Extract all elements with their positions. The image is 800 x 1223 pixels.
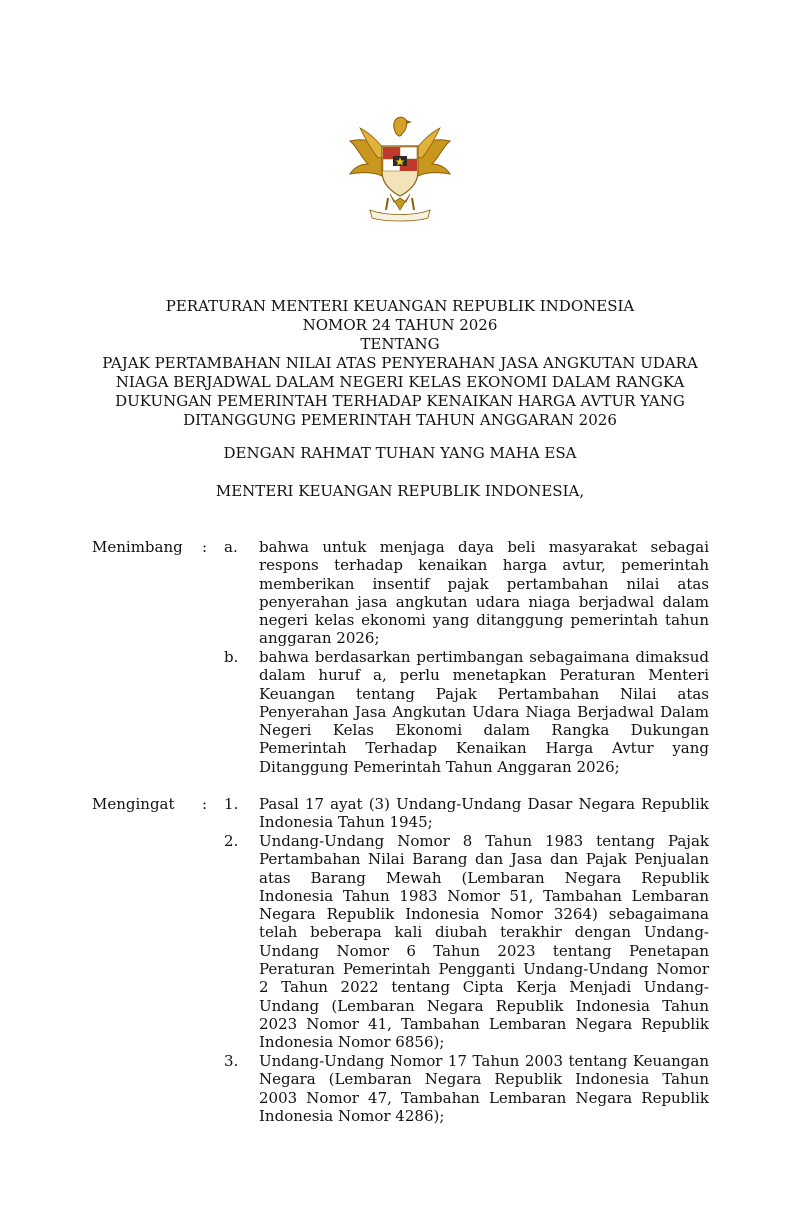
regulation-subject-line: NIAGA BERJADWAL DALAM NEGERI KELAS EKONOMI DALAM RANGKA [115, 373, 685, 391]
mengingat-item-text: Pasal 17 ayat (3) Undang-Undang Dasar Negara Republik Indonesia Tahun 1945; [259, 795, 709, 832]
menimbang-item-marker: a. [224, 538, 238, 556]
menimbang-colon: : [202, 538, 208, 556]
mengingat-item-marker: 1. [224, 795, 239, 813]
regulation-subject-line: DITANGGUNG PEMERINTAH TAHUN ANGGARAN 2026 [183, 411, 617, 429]
regulation-subject-line: DUKUNGAN PEMERINTAH TERHADAP KENAIKAN HARGA AVTUR YANG [115, 392, 685, 410]
mengingat-label: Mengingat [92, 795, 175, 813]
regulation-number: NOMOR 24 TAHUN 2026 [302, 316, 498, 334]
authority-line: MENTERI KEUANGAN REPUBLIK INDONESIA, [215, 482, 585, 500]
regulation-subject-line: PAJAK PERTAMBAHAN NILAI ATAS PENYERAHAN JASA ANGKUTAN UDARA [102, 354, 698, 372]
regulation-title: PERATURAN MENTERI KEUANGAN REPUBLIK INDONESIA [165, 297, 635, 315]
regulation-about: TENTANG [360, 335, 440, 353]
mengingat-item-marker: 3. [224, 1052, 239, 1070]
menimbang-item-marker: b. [224, 648, 239, 666]
menimbang-item-text: bahwa berdasarkan pertimbangan sebagaimana dimaksud dalam huruf a, perlu menetapkan Peraturan Menteri Keuangan tentang Pajak Pertambahan Nilai atas Penyerahan Jasa Angkutan Udara Niaga Berjadwal Dalam Negeri Kelas Ekonomi dalam Rangka Dukungan Pemerintah Terhadap Kenaikan Harga Avtur yang Ditanggung Pemerintah Tahun Anggaran 2026; [259, 648, 709, 776]
mengingat-item-marker: 2. [224, 832, 239, 850]
document-heading [90, 297, 710, 430]
menimbang-item-text: bahwa untuk menjaga daya beli masyarakat sebagai respons terhadap kenaikan harga avtur, pemerintah memberikan insentif pajak pertambahan nilai atas penyerahan jasa angkutan udara niaga berjadwal dalam negeri kelas ekonomi yang ditanggung pemerintah tahun anggaran 2026; [259, 538, 709, 648]
garuda-emblem-icon [330, 106, 470, 226]
mengingat-colon: : [202, 795, 208, 813]
mengingat-item-text: Undang-Undang Nomor 8 Tahun 1983 tentang Pajak Pertambahan Nilai Barang dan Jasa dan Pajak Penjualan atas Barang Mewah (Lembaran Negara Republik Indonesia Tahun 1983 Nomor 51, Tambahan Lembaran Negara Republik Indonesia Nomor 3264) sebagaimana telah beberapa kali diubah terakhir dengan Undang-Undang Nomor 6 Tahun 2023 tentang Penetapan Peraturan Pemerintah Pengganti Undang-Undang Nomor 2 Tahun 2022 tentang Cipta Kerja Menjadi Undang-Undang (Lembaran Negara Republik Indonesia Tahun 2023 Nomor 41, Tambahan Lembaran Negara Republik Indonesia Nomor 6856); [259, 832, 709, 1052]
menimbang-label: Menimbang [92, 538, 183, 556]
blessing-line: DENGAN RAHMAT TUHAN YANG MAHA ESA [223, 444, 577, 462]
mengingat-item-text: Undang-Undang Nomor 17 Tahun 2003 tentang Keuangan Negara (Lembaran Negara Republik Indonesia Tahun 2003 Nomor 47, Tambahan Lembaran Negara Republik Indonesia Nomor 4286); [259, 1052, 709, 1125]
